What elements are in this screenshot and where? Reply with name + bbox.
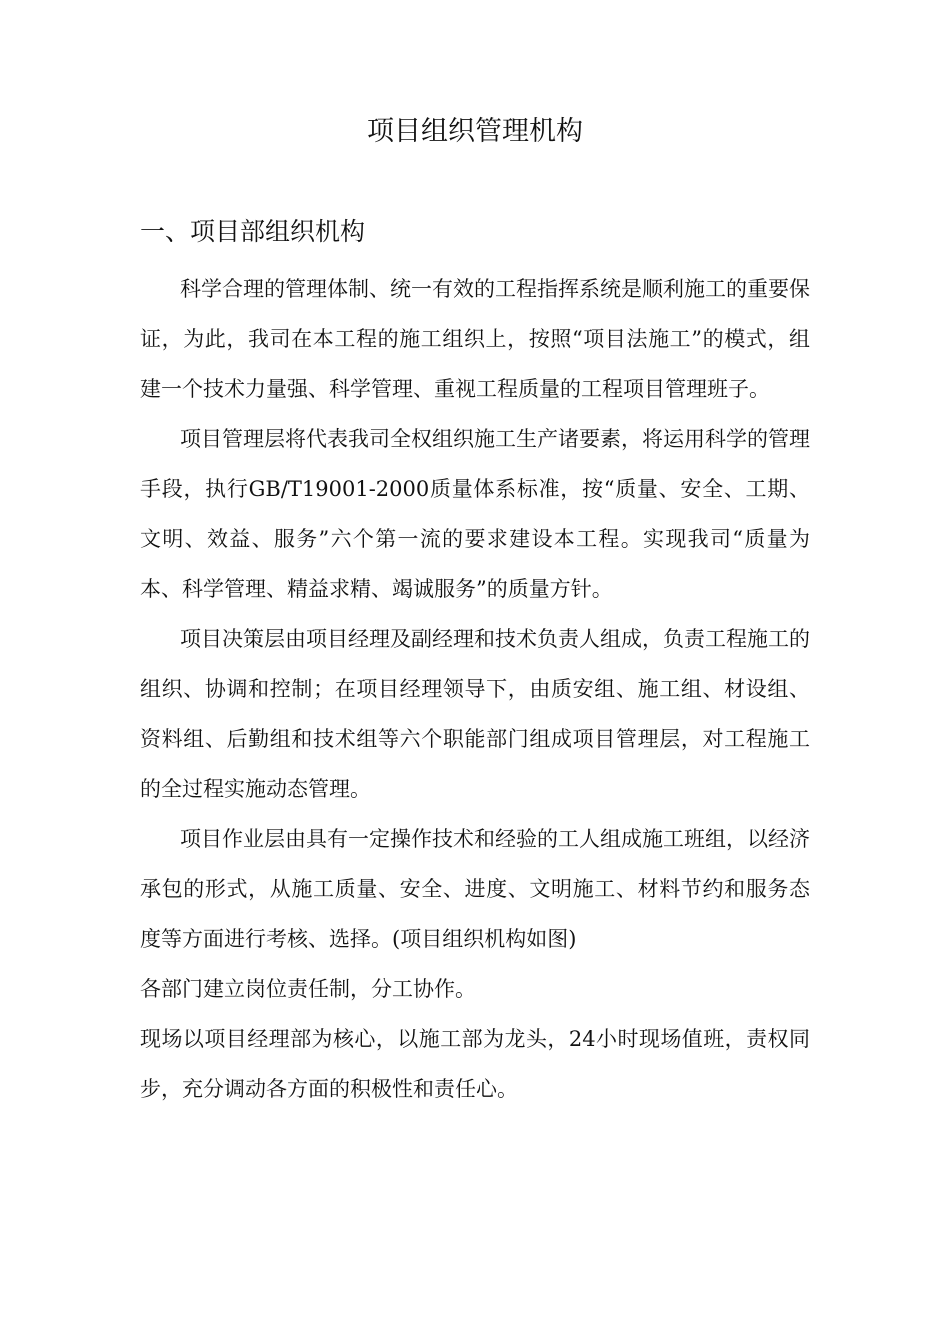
page-title: 项目组织管理机构 (367, 116, 583, 147)
paragraph: 项目作业层由具有一定操作技术和经验的工人组成施工班组，以经济承包的形式，从施工质量、安全、进度、文明施工、材料节约和服务态度等方面进行考核、选择。(项目组织机构如图) (140, 827, 810, 951)
document-body (140, 264, 810, 1114)
paragraph: 项目管理层将代表我司全权组织施工生产诸要素，将运用科学的管理手段，执行GB/T19001-2000质量体系标准，按“质量、安全、工期、文明、效益、服务”六个第一流的要求建设本工程。实现我司“质量为本、科学管理、精益求精、竭诚服务”的质量方针。 (140, 427, 810, 601)
paragraph: 项目决策层由项目经理及副经理和技术负责人组成，负责工程施工的组织、协调和控制；在项目经理领导下，由质安组、施工组、材设组、资料组、后勤组和技术组等六个职能部门组成项目管理层，对工程施工的全过程实施动态管理。 (140, 627, 810, 801)
section-heading: 一、项目部组织机构 (140, 217, 366, 246)
paragraph: 各部门建立岗位责任制，分工协作。 (140, 977, 476, 1001)
paragraph: 科学合理的管理体制、统一有效的工程指挥系统是顺利施工的重要保证，为此，我司在本工程的施工组织上，按照“项目法施工”的模式，组建一个技术力量强、科学管理、重视工程质量的工程项目管理班子。 (140, 277, 810, 401)
paragraph: 现场以项目经理部为核心，以施工部为龙头，24小时现场值班，责权同步，充分调动各方面的积极性和责任心。 (140, 1027, 810, 1101)
